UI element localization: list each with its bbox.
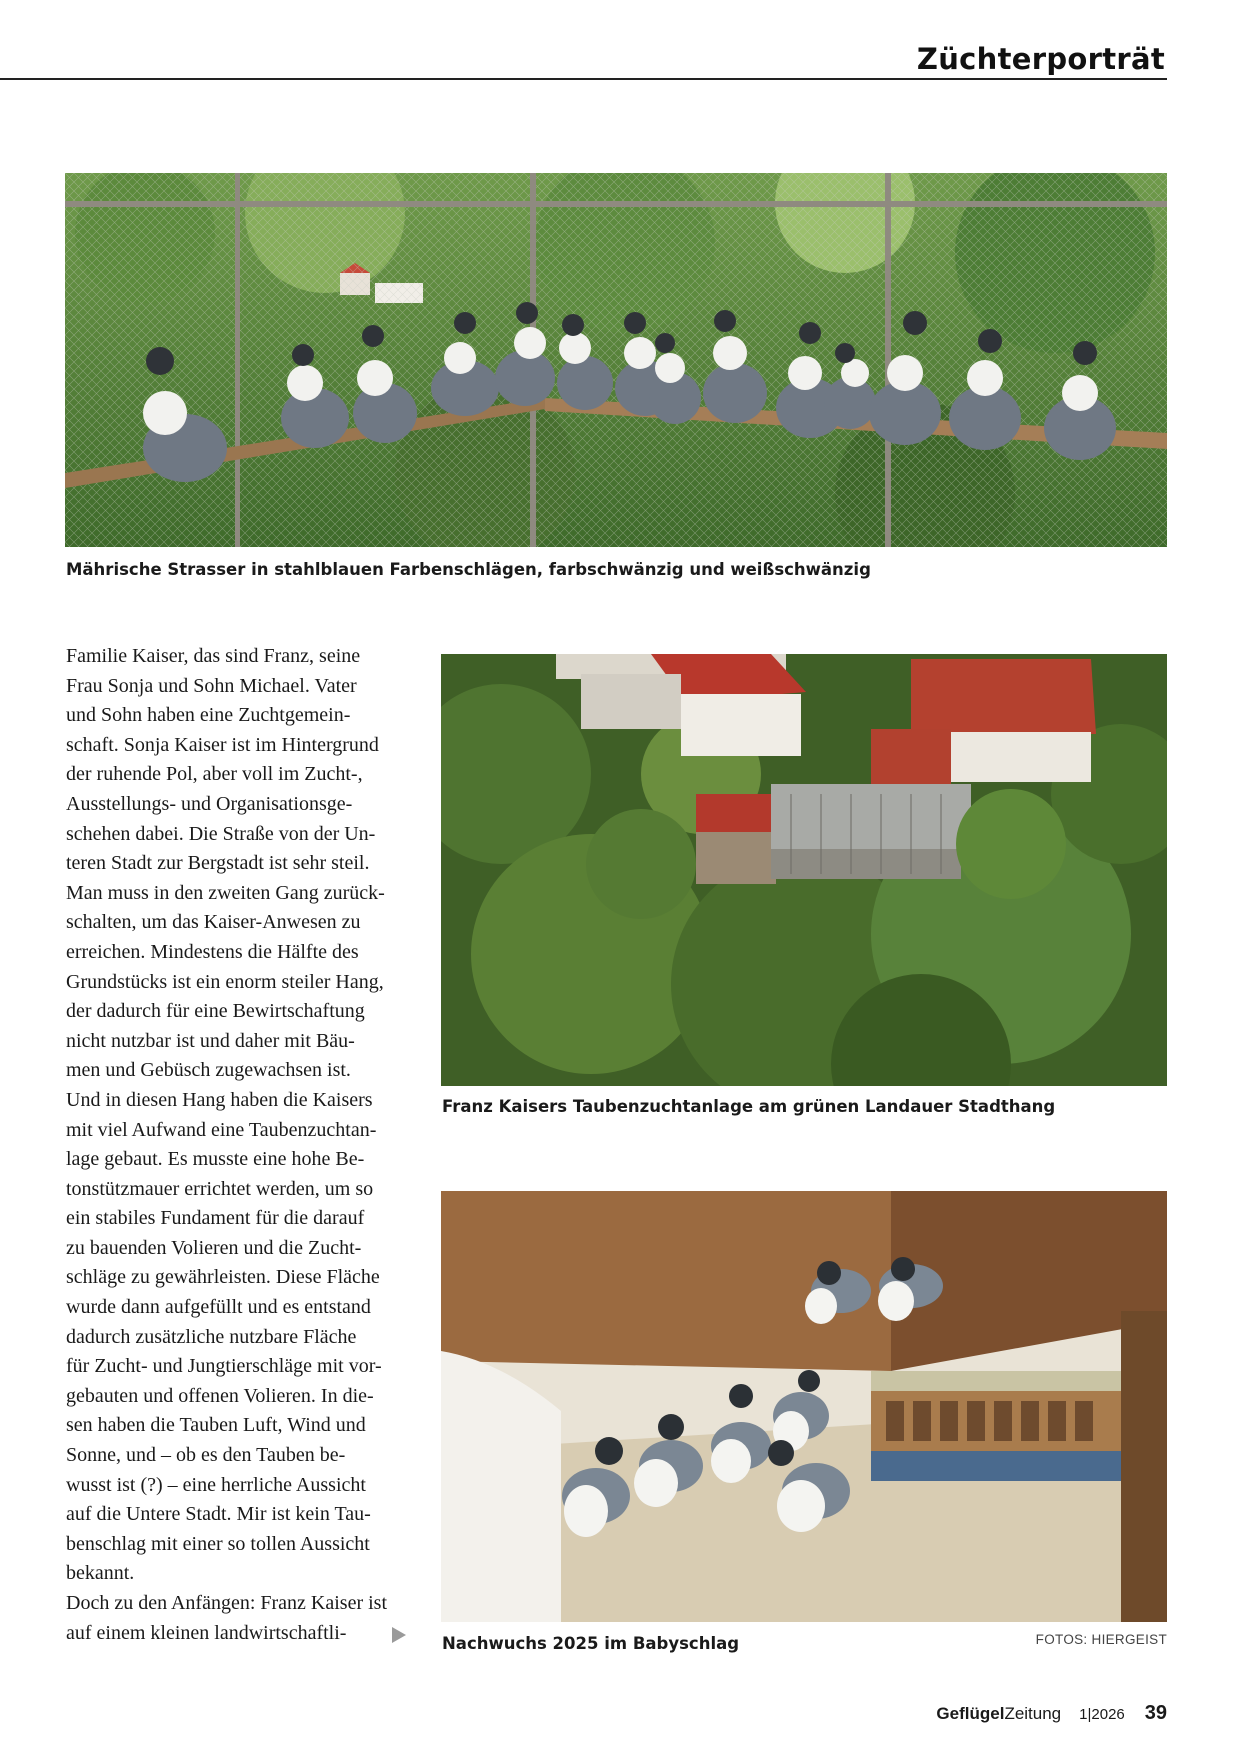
article-line: ein stabiles Fundament für die darauf (66, 1207, 365, 1230)
article-line: Grundstücks ist ein enorm steiler Hang, (66, 970, 384, 993)
article-line: auf einem kleinen landwirtschaftli- (66, 1621, 347, 1644)
photo-pigeons-on-perch (65, 173, 1167, 547)
section-title: Züchterporträt (916, 42, 1165, 76)
page-number: 39 (1144, 1702, 1167, 1724)
pigeons-on-perch-image (65, 173, 1167, 547)
article-line: schaft. Sonja Kaiser ist im Hintergrund (66, 733, 379, 756)
magazine-brand-bold: Geflügel (936, 1704, 1005, 1723)
article-line: der ruhende Pol, aber voll im Zucht-, (66, 763, 363, 786)
article-line: gebauten und offenen Volieren. In die- (66, 1384, 374, 1407)
continue-arrow-icon (392, 1627, 406, 1643)
article-line: und Sohn haben eine Zuchtgemein- (66, 704, 351, 727)
photo-young-pigeons-loft (441, 1191, 1167, 1622)
issue-number: 1|2026 (1079, 1706, 1125, 1723)
article-line: nicht nutzbar ist und daher mit Bäu- (66, 1029, 355, 1052)
aerial-breeding-facility-image (441, 654, 1167, 1086)
article-line: wurde dann aufgefüllt und es entstand (66, 1296, 371, 1319)
photo-credit: FOTOS: HIERGEIST (1035, 1632, 1167, 1647)
article-line: mit viel Aufwand eine Taubenzuchtan- (66, 1118, 377, 1141)
article-line: teren Stadt zur Bergstadt ist sehr steil. (66, 852, 370, 875)
article-line: schehen dabei. Die Straße von der Un- (66, 822, 376, 845)
article-line: der dadurch für eine Bewirtschaftung (66, 1000, 365, 1023)
article-line: auf die Untere Stadt. Mir ist kein Tau- (66, 1503, 371, 1526)
page-footer (936, 1702, 1167, 1725)
article-line: tonstützmauer errichtet werden, um so (66, 1177, 374, 1200)
article-line: dadurch zusätzliche nutzbare Fläche (66, 1325, 357, 1348)
article-line: schalten, um das Kaiser-Anwesen zu (66, 911, 361, 934)
article-line: lage gebaut. Es musste eine hohe Be- (66, 1148, 365, 1171)
caption-young-pigeons-loft: Nachwuchs 2025 im Babyschlag (442, 1634, 740, 1653)
article-line: für Zucht- und Jungtierschläge mit vor- (66, 1355, 382, 1378)
article-line: schläge zu gewährleisten. Diese Fläche (66, 1266, 380, 1289)
article-line: Sonne, und – ob es den Tauben be- (66, 1444, 346, 1467)
young-pigeons-loft-image (441, 1191, 1167, 1622)
article-line: wusst ist (?) – eine herrliche Aussicht (66, 1473, 366, 1496)
header-rule (0, 78, 1167, 80)
article-line: benschlag mit einer so tollen Aussicht (66, 1532, 370, 1555)
photo-aerial-breeding-facility (441, 654, 1167, 1086)
article-line: bekannt. (66, 1562, 135, 1585)
article-line: Und in diesen Hang haben die Kaisers (66, 1088, 373, 1111)
article-line: sen haben die Tauben Luft, Wind und (66, 1414, 366, 1437)
article-body (66, 642, 426, 1648)
article-line: Familie Kaiser, das sind Franz, seine (66, 645, 361, 667)
article-line: men und Gebüsch zugewachsen ist. (66, 1059, 351, 1082)
article-line: Frau Sonja und Sohn Michael. Vater (66, 674, 357, 697)
article-line: zu bauenden Volieren und die Zucht- (66, 1236, 362, 1259)
magazine-brand-light: Zeitung (1004, 1704, 1062, 1723)
article-line: Ausstellungs- und Organisationsge- (66, 792, 353, 815)
article-line: erreichen. Mindestens die Hälfte des (66, 940, 359, 963)
article-line: Man muss in den zweiten Gang zurück- (66, 881, 385, 904)
caption-aerial-breeding-facility: Franz Kaisers Taubenzuchtanlage am grünen Landauer Stadthang (442, 1097, 1056, 1116)
caption-pigeons-on-perch: Mährische Strasser in stahlblauen Farbenschlägen, farbschwänzig und weißschwänzig (66, 560, 871, 579)
article-line: Doch zu den Anfängen: Franz Kaiser ist (66, 1592, 388, 1614)
